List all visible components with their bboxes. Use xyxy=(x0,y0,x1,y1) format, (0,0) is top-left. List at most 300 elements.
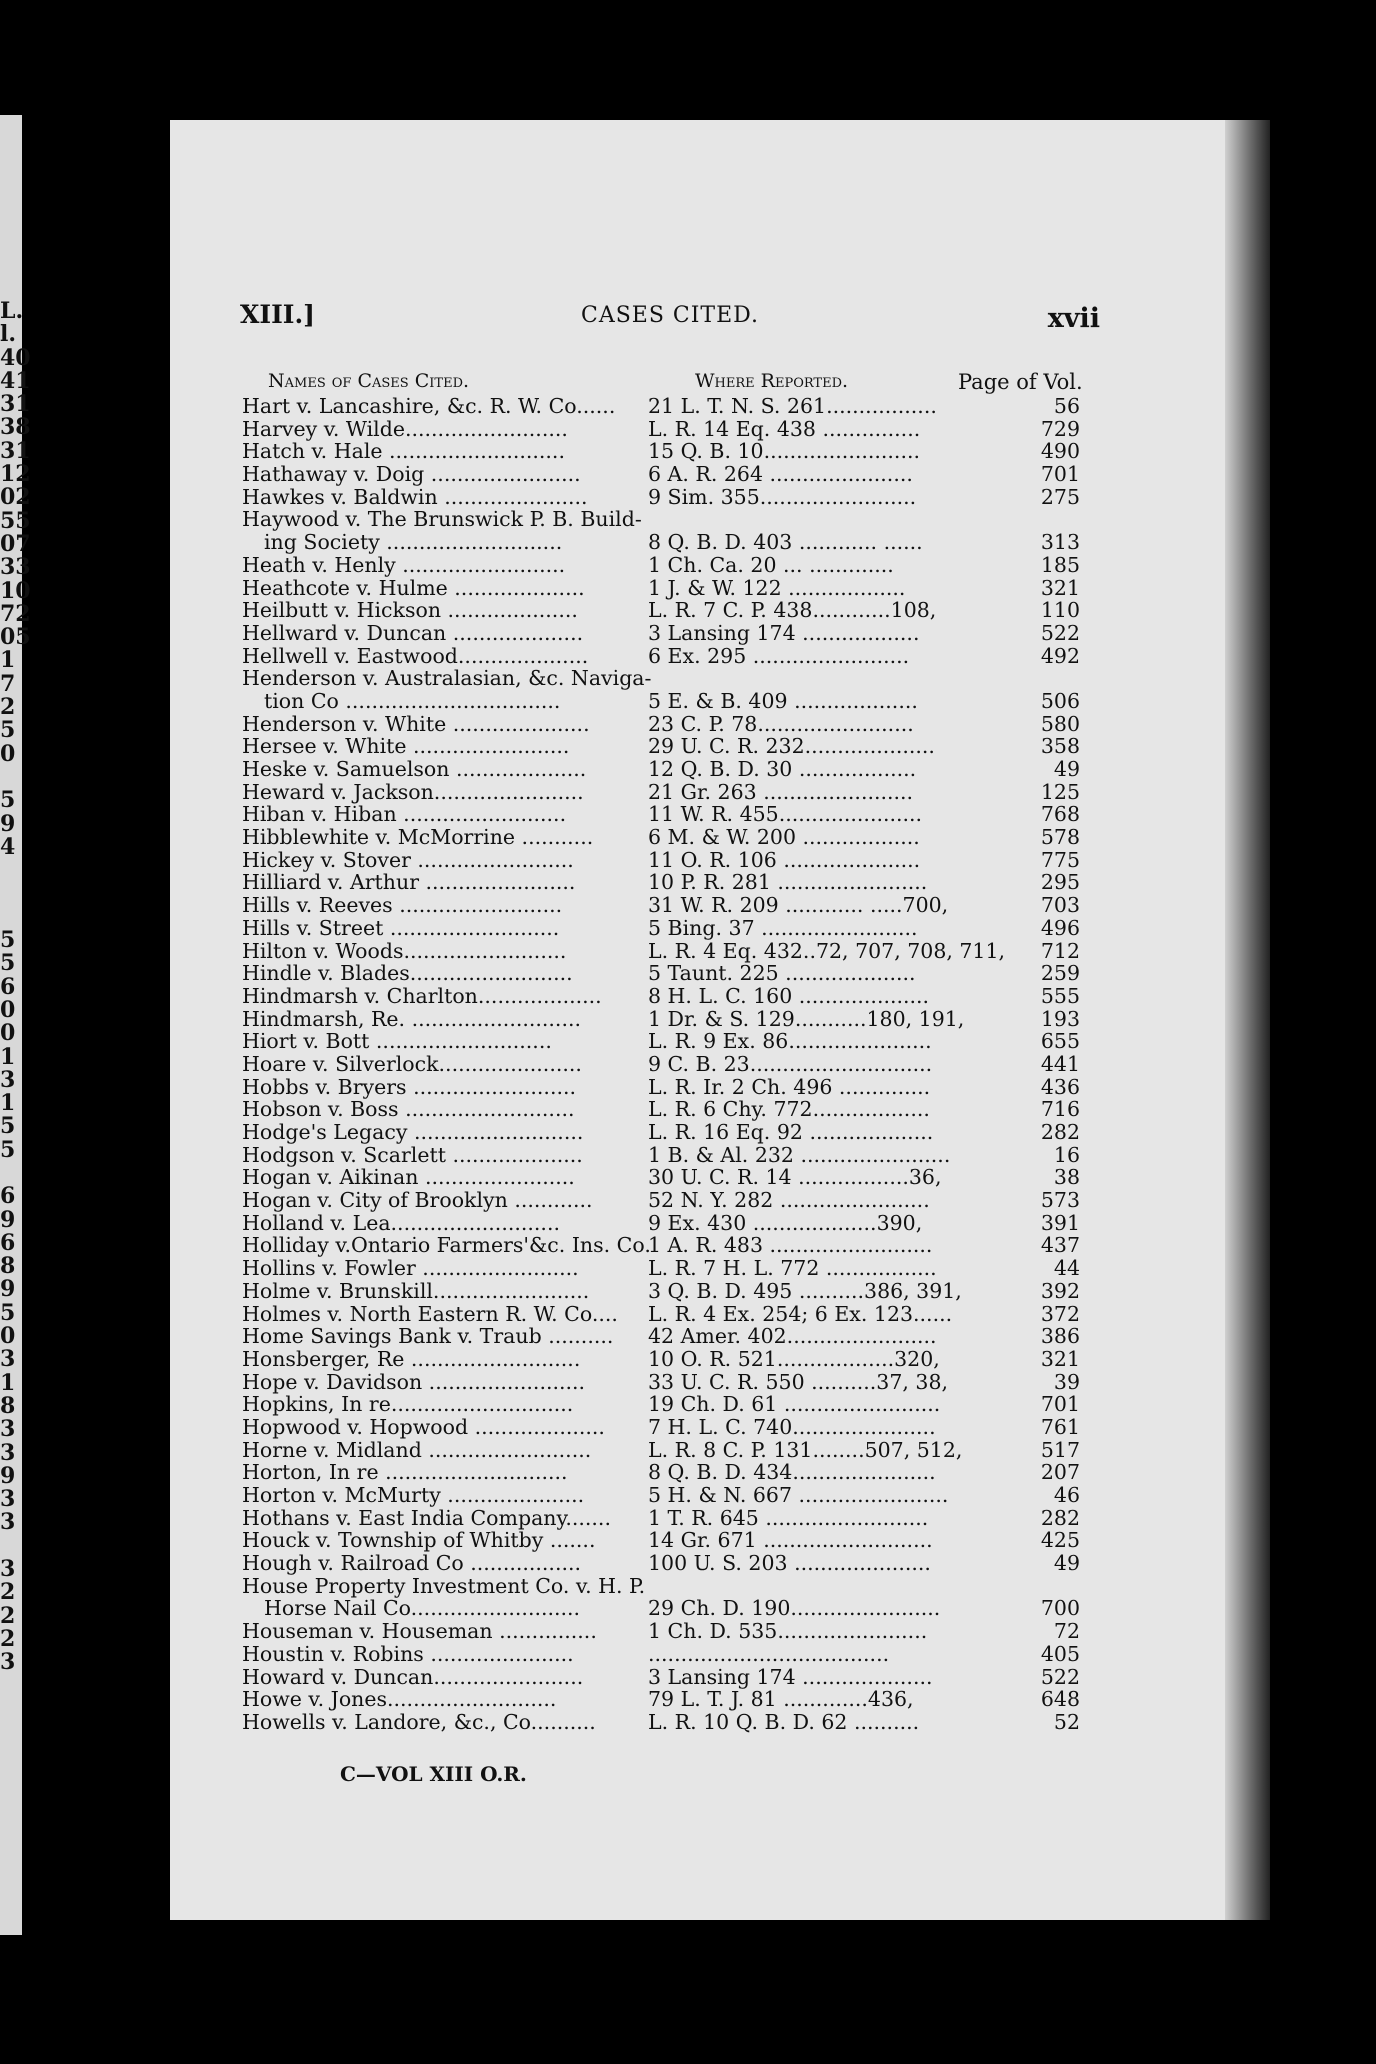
margin-char: 9 xyxy=(0,1276,16,1303)
case-page: 72 xyxy=(1053,1619,1080,1644)
case-page: 38 xyxy=(1053,1165,1080,1190)
case-name: Hilton v. Woods......................... xyxy=(242,938,567,963)
margin-char: 5 xyxy=(0,950,16,977)
table-row xyxy=(228,713,1080,736)
case-name: Horton v. McMurty ..................... xyxy=(242,1483,585,1507)
case-reference: 15 Q. B. 10........................ xyxy=(648,439,920,464)
table-row xyxy=(228,781,1080,804)
case-name: Hills v. Street .......................... xyxy=(242,915,560,940)
table-row xyxy=(228,1597,1080,1620)
case-reference: 42 Amer. 402....................... xyxy=(648,1324,937,1349)
margin-char: 1 xyxy=(0,1090,16,1117)
case-reference: 19 Ch. D. 61 ........................ xyxy=(648,1392,941,1417)
case-reference: 3 Q. B. D. 495 ..........386, 391, xyxy=(648,1278,962,1303)
table-row xyxy=(228,690,1080,713)
case-name: Hathaway v. Doig ....................... xyxy=(242,462,581,487)
table-row xyxy=(228,1666,1080,1689)
table-row xyxy=(228,1325,1080,1348)
case-reference: L. R. 8 C. P. 131........507, 512, xyxy=(648,1437,963,1462)
page-gutter-shadow xyxy=(1225,120,1270,1920)
case-page: 700 xyxy=(1040,1596,1080,1621)
table-row xyxy=(228,1076,1080,1099)
cases-cited-list xyxy=(228,395,1080,1734)
table-row xyxy=(228,1144,1080,1167)
margin-char: 9 xyxy=(0,1206,16,1233)
case-reference: 21 Gr. 263 ....................... xyxy=(648,779,914,804)
table-row xyxy=(228,917,1080,940)
table-row xyxy=(228,1212,1080,1235)
case-name: Hobbs v. Bryers ......................... xyxy=(242,1074,577,1099)
table-row xyxy=(228,1166,1080,1189)
case-page: 392 xyxy=(1040,1278,1080,1303)
case-reference: 52 N. Y. 282 ....................... xyxy=(648,1188,930,1213)
margin-char: 72 xyxy=(0,600,31,627)
case-name: Hollins v. Fowler ........................ xyxy=(242,1256,579,1281)
table-row xyxy=(228,1098,1080,1121)
margin-char: 5 xyxy=(0,1136,16,1163)
margin-char: 2 xyxy=(0,1625,16,1652)
case-reference: 8 Q. B. D. 403 ............ ...... xyxy=(648,530,923,555)
margin-char: 02 xyxy=(0,484,31,511)
margin-char: 5 xyxy=(0,927,16,954)
case-name: Holland v. Lea.......................... xyxy=(242,1210,560,1235)
table-row xyxy=(228,962,1080,985)
case-page: 701 xyxy=(1040,1392,1080,1417)
table-row xyxy=(228,1189,1080,1212)
margin-char: 5 xyxy=(0,1299,16,1326)
case-page: 372 xyxy=(1040,1301,1080,1326)
margin-char: 3 xyxy=(0,1649,16,1676)
margin-char: 5 xyxy=(0,717,16,744)
case-page: 44 xyxy=(1053,1256,1080,1281)
margin-char: 8 xyxy=(0,1253,16,1280)
margin-char xyxy=(0,1162,22,1185)
case-reference: 100 U. S. 203 ..................... xyxy=(648,1551,931,1576)
table-row xyxy=(228,1620,1080,1643)
margin-char: 0 xyxy=(0,740,16,767)
margin-char: 2 xyxy=(0,694,16,721)
case-reference: 31 W. R. 209 ............ .....700, xyxy=(648,893,949,918)
case-name: Hoare v. Silverlock...................... xyxy=(242,1051,582,1076)
table-row xyxy=(228,735,1080,758)
case-reference: 5 Bing. 37 ........................ xyxy=(648,915,918,940)
case-page: 39 xyxy=(1053,1369,1080,1394)
case-page: 522 xyxy=(1040,620,1080,645)
case-reference: L. R. 16 Eq. 92 ................... xyxy=(648,1120,934,1144)
table-row xyxy=(228,1484,1080,1507)
margin-char: 3 xyxy=(0,1346,16,1373)
table-row xyxy=(228,508,1080,531)
margin-char: 41 xyxy=(0,367,31,394)
case-name: Hindle v. Blades......................... xyxy=(242,961,573,986)
table-row xyxy=(228,1439,1080,1462)
margin-char xyxy=(0,766,22,789)
table-row xyxy=(228,1053,1080,1076)
case-page: 655 xyxy=(1040,1029,1080,1054)
case-name: Hatch v. Hale ........................... xyxy=(242,439,565,464)
table-row xyxy=(228,577,1080,600)
case-name: Hindmarsh v. Charlton................... xyxy=(242,983,602,1008)
margin-char: 8 xyxy=(0,1392,16,1419)
case-name: Hogan v. City of Brooklyn ............ xyxy=(242,1188,593,1213)
page-number: xvii xyxy=(1047,303,1100,334)
case-page: 729 xyxy=(1040,416,1080,441)
margin-char: 6 xyxy=(0,973,16,1000)
case-name: House Property Investment Co. v. H. P. xyxy=(242,1573,646,1598)
case-name: Haywood v. The Brunswick P. B. Build- xyxy=(242,507,642,532)
case-page: 259 xyxy=(1040,961,1080,986)
margin-char: 7 xyxy=(0,670,16,697)
table-row xyxy=(228,395,1080,418)
case-name: Houck v. Township of Whitby ....... xyxy=(242,1528,596,1553)
case-name: tion Co ................................. xyxy=(264,688,561,713)
case-name: Hibblewhite v. McMorrine ........... xyxy=(242,825,594,850)
case-reference: 29 U. C. R. 232.................... xyxy=(648,734,935,759)
table-row xyxy=(228,418,1080,441)
margin-char: 3 xyxy=(0,1439,16,1466)
table-row xyxy=(228,463,1080,486)
margin-char xyxy=(0,1535,22,1558)
case-page: 522 xyxy=(1040,1664,1080,1689)
case-name: Home Savings Bank v. Traub .......... xyxy=(242,1324,614,1349)
running-head-title: CASES CITED. xyxy=(580,303,760,328)
case-page: 295 xyxy=(1040,870,1080,895)
case-reference: 14 Gr. 671 .......................... xyxy=(648,1528,933,1553)
case-page: 578 xyxy=(1040,825,1080,850)
running-head-left: XIII.] xyxy=(240,300,316,329)
case-reference: L. R. 4 Eq. 432..72, 707, 708, 711, xyxy=(648,938,1006,963)
case-page: 275 xyxy=(1040,484,1080,509)
case-page: 517 xyxy=(1040,1437,1080,1462)
table-row xyxy=(228,1507,1080,1530)
column-header-names: Names of Cases Cited. xyxy=(268,370,470,392)
case-reference: 1 T. R. 645 ......................... xyxy=(648,1505,929,1530)
case-reference: 9 Ex. 430 ...................390, xyxy=(648,1210,923,1235)
case-reference: L. R. 7 C. P. 438............108, xyxy=(648,598,937,623)
table-row xyxy=(228,1008,1080,1031)
table-row xyxy=(228,1461,1080,1484)
case-page: 580 xyxy=(1040,711,1080,736)
table-row xyxy=(228,1030,1080,1053)
table-row xyxy=(228,1280,1080,1303)
margin-char: 1 xyxy=(0,647,16,674)
case-page: 110 xyxy=(1040,598,1080,623)
margin-char: 2 xyxy=(0,1579,16,1606)
case-page: 52 xyxy=(1053,1709,1080,1734)
margin-char: 12 xyxy=(0,461,31,488)
case-page: 321 xyxy=(1040,575,1080,600)
case-page: 56 xyxy=(1053,394,1080,418)
table-row xyxy=(228,1121,1080,1144)
signature-footer: C—VOL XIII O.R. xyxy=(340,1762,527,1786)
case-page: 712 xyxy=(1040,938,1080,963)
table-row xyxy=(228,1371,1080,1394)
table-row xyxy=(228,1529,1080,1552)
case-name: ing Society ........................... xyxy=(264,530,563,555)
case-reference: 6 M. & W. 200 .................. xyxy=(648,825,920,850)
case-name: Hellward v. Duncan .................... xyxy=(242,620,584,645)
case-name: Honsberger, Re .......................... xyxy=(242,1346,581,1371)
case-name: Howard v. Duncan....................... xyxy=(242,1664,584,1689)
case-name: Henderson v. Australasian, &c. Naviga- xyxy=(242,666,652,691)
case-name: Hindmarsh, Re. .......................... xyxy=(242,1006,582,1031)
running-head xyxy=(240,300,1100,340)
case-page: 716 xyxy=(1040,1097,1080,1122)
margin-char: 31 xyxy=(0,437,31,464)
margin-char: 2 xyxy=(0,1602,16,1629)
case-name: Hiort v. Bott ........................... xyxy=(242,1029,552,1054)
column-header-page-of-vol: Page of Vol. xyxy=(958,370,1083,394)
case-reference: 3 Lansing 174 .................. xyxy=(648,620,920,645)
margin-char: 55 xyxy=(0,507,31,534)
table-row xyxy=(228,531,1080,554)
case-name: Hopkins, In re............................ xyxy=(242,1392,574,1417)
case-name: Hart v. Lancashire, &c. R. W. Co...... xyxy=(242,394,616,418)
margin-char: 9 xyxy=(0,1462,16,1489)
case-reference: 1 J. & W. 122 .................. xyxy=(648,575,906,600)
case-reference: ..................................... xyxy=(648,1641,890,1666)
case-name: Hough v. Railroad Co ................. xyxy=(242,1551,582,1576)
case-page: 701 xyxy=(1040,462,1080,487)
table-row xyxy=(228,1393,1080,1416)
case-reference: 3 Lansing 174 .................... xyxy=(648,1664,933,1689)
case-page: 193 xyxy=(1040,1006,1080,1031)
case-page: 386 xyxy=(1040,1324,1080,1349)
case-reference: L. R. 9 Ex. 86...................... xyxy=(648,1029,932,1054)
case-page: 282 xyxy=(1040,1505,1080,1530)
table-row xyxy=(228,486,1080,509)
table-row xyxy=(228,940,1080,963)
case-reference: 1 B. & Al. 232 ....................... xyxy=(648,1142,951,1167)
case-reference: 1 A. R. 483 ......................... xyxy=(648,1233,933,1258)
case-page: 436 xyxy=(1040,1074,1080,1099)
margin-char: 5 xyxy=(0,787,16,814)
case-page: 358 xyxy=(1040,734,1080,759)
case-page: 775 xyxy=(1040,847,1080,872)
case-name: Hope v. Davidson ........................ xyxy=(242,1369,586,1394)
case-name: Holme v. Brunskill........................ xyxy=(242,1278,590,1303)
case-page: 282 xyxy=(1040,1120,1080,1144)
case-reference: 30 U. C. R. 14 .................36, xyxy=(648,1165,942,1190)
case-reference: 1 Dr. & S. 129...........180, 191, xyxy=(648,1006,965,1031)
case-name: Hickey v. Stover ........................ xyxy=(242,847,574,872)
case-name: Heath v. Henly ......................... xyxy=(242,552,566,577)
case-name: Heward v. Jackson....................... xyxy=(242,779,584,804)
table-row xyxy=(228,1257,1080,1280)
case-name: Horne v. Midland ......................... xyxy=(242,1437,592,1462)
case-reference: 9 C. B. 23............................ xyxy=(648,1051,933,1076)
margin-char: 0 xyxy=(0,996,16,1023)
case-reference: L. R. Ir. 2 Ch. 496 .............. xyxy=(648,1074,931,1099)
table-row xyxy=(228,1575,1080,1598)
table-row xyxy=(228,1234,1080,1257)
case-reference: 11 W. R. 455...................... xyxy=(648,802,923,827)
case-reference: 5 H. & N. 667 ....................... xyxy=(648,1483,949,1507)
case-page: 437 xyxy=(1040,1233,1080,1258)
case-page: 555 xyxy=(1040,983,1080,1008)
case-name: Hilliard v. Arthur ....................... xyxy=(242,870,576,895)
case-name: Hellwell v. Eastwood.................... xyxy=(242,643,589,668)
margin-char: 1 xyxy=(0,1369,16,1396)
case-reference: 29 Ch. D. 190....................... xyxy=(648,1596,941,1621)
margin-char: 38 xyxy=(0,414,31,441)
margin-char: 07 xyxy=(0,530,31,557)
case-page: 648 xyxy=(1040,1687,1080,1712)
margin-char: 3 xyxy=(0,1066,16,1093)
table-row xyxy=(228,1552,1080,1575)
margin-char: 4 xyxy=(0,833,16,860)
margin-char: 40 xyxy=(0,344,31,371)
table-row xyxy=(228,826,1080,849)
case-reference: L. R. 10 Q. B. D. 62 .......... xyxy=(648,1709,920,1734)
case-page: 185 xyxy=(1040,552,1080,577)
case-name: Heathcote v. Hulme .................... xyxy=(242,575,585,600)
case-reference: L. R. 6 Chy. 772.................. xyxy=(648,1097,930,1122)
table-row xyxy=(228,894,1080,917)
case-page: 425 xyxy=(1040,1528,1080,1553)
table-row xyxy=(228,871,1080,894)
case-page: 46 xyxy=(1053,1483,1080,1507)
case-name: Howe v. Jones.......................... xyxy=(242,1687,557,1712)
case-page: 573 xyxy=(1040,1188,1080,1213)
case-name: Houstin v. Robins ...................... xyxy=(242,1641,574,1666)
case-page: 49 xyxy=(1053,1551,1080,1576)
case-reference: L. R. 4 Ex. 254; 6 Ex. 123...... xyxy=(648,1301,953,1326)
case-reference: L. R. 7 H. L. 772 ................. xyxy=(648,1256,937,1281)
case-name: Harvey v. Wilde......................... xyxy=(242,416,568,441)
case-page: 313 xyxy=(1040,530,1080,555)
case-reference: 33 U. C. R. 550 ..........37, 38, xyxy=(648,1369,949,1394)
case-name: Hodgson v. Scarlett .................... xyxy=(242,1142,583,1167)
case-page: 391 xyxy=(1040,1210,1080,1235)
case-reference: 6 Ex. 295 ........................ xyxy=(648,643,910,668)
case-page: 207 xyxy=(1040,1460,1080,1485)
margin-char: 3 xyxy=(0,1486,16,1513)
margin-char: 9 xyxy=(0,810,16,837)
margin-char: 33 xyxy=(0,554,31,581)
case-name: Horton, In re ............................ xyxy=(242,1460,568,1485)
case-name: Hills v. Reeves ......................... xyxy=(242,893,563,918)
case-name: Horse Nail Co.......................... xyxy=(264,1596,581,1621)
case-name: Henderson v. White ..................... xyxy=(242,711,590,736)
margin-char: 3 xyxy=(0,1509,16,1536)
case-name: Holmes v. North Eastern R. W. Co.... xyxy=(242,1301,618,1326)
case-reference: 7 H. L. C. 740...................... xyxy=(648,1414,936,1439)
case-reference: 8 H. L. C. 160 .................... xyxy=(648,983,930,1008)
case-page: 506 xyxy=(1040,688,1080,713)
margin-char: 5 xyxy=(0,1113,16,1140)
case-page: 441 xyxy=(1040,1051,1080,1076)
table-row xyxy=(228,622,1080,645)
margin-char xyxy=(0,906,22,929)
margin-char: 0 xyxy=(0,1323,16,1350)
case-page: 321 xyxy=(1040,1346,1080,1371)
table-row xyxy=(228,1348,1080,1371)
case-reference: 23 C. P. 78........................ xyxy=(648,711,914,736)
margin-char: 3 xyxy=(0,1556,16,1583)
case-page: 49 xyxy=(1053,757,1080,781)
case-name: Hobson v. Boss .......................... xyxy=(242,1097,575,1122)
table-row xyxy=(228,1711,1080,1734)
case-name: Houseman v. Houseman ............... xyxy=(242,1619,597,1644)
case-name: Heske v. Samuelson .................... xyxy=(242,757,587,781)
case-reference: 9 Sim. 355........................ xyxy=(648,484,917,509)
margin-char: 0 xyxy=(0,1020,16,1047)
table-row xyxy=(228,1688,1080,1711)
margin-char: 1 xyxy=(0,1043,16,1070)
case-page: 496 xyxy=(1040,915,1080,940)
case-page: 703 xyxy=(1040,893,1080,918)
margin-char xyxy=(0,859,22,882)
case-name: Holliday v.Ontario Farmers'&c. Ins. Co. xyxy=(242,1233,651,1258)
case-reference: L. R. 14 Eq. 438 ............... xyxy=(648,416,921,441)
case-reference: 1 Ch. D. 535....................... xyxy=(648,1619,928,1644)
margin-char: 10 xyxy=(0,577,31,604)
adjacent-page-margin-text xyxy=(0,298,31,1676)
case-name: Howells v. Landore, &c., Co.......... xyxy=(242,1709,596,1734)
case-page: 761 xyxy=(1040,1414,1080,1439)
case-reference: 1 Ch. Ca. 20 ... ............. xyxy=(648,552,894,577)
case-page: 492 xyxy=(1040,643,1080,668)
table-row xyxy=(228,554,1080,577)
case-page: 16 xyxy=(1053,1142,1080,1167)
case-reference: 79 L. T. J. 81 .............436, xyxy=(648,1687,914,1712)
margin-char: l. xyxy=(0,321,17,348)
case-reference: 10 O. R. 521..................320, xyxy=(648,1346,940,1371)
table-row xyxy=(228,758,1080,781)
table-row xyxy=(228,849,1080,872)
table-row xyxy=(228,1643,1080,1666)
case-reference: 5 Taunt. 225 .................... xyxy=(648,961,916,986)
table-row xyxy=(228,803,1080,826)
table-row xyxy=(228,599,1080,622)
table-row xyxy=(228,645,1080,668)
margin-char: L. xyxy=(0,298,24,324)
case-reference: 21 L. T. N. S. 261................. xyxy=(648,394,937,418)
case-name: Hopwood v. Hopwood .................... xyxy=(242,1414,605,1439)
case-name: Hodge's Legacy .......................... xyxy=(242,1120,584,1144)
margin-char: 6 xyxy=(0,1183,16,1210)
case-reference: 11 O. R. 106 ..................... xyxy=(648,847,921,872)
case-reference: 6 A. R. 264 ...................... xyxy=(648,462,913,487)
table-row xyxy=(228,440,1080,463)
case-name: Hiban v. Hiban ......................... xyxy=(242,802,567,827)
table-row xyxy=(228,1416,1080,1439)
case-name: Hawkes v. Baldwin ...................... xyxy=(242,484,588,509)
margin-char: 3 xyxy=(0,1416,16,1443)
case-reference: 8 Q. B. D. 434...................... xyxy=(648,1460,936,1485)
case-page: 768 xyxy=(1040,802,1080,827)
case-reference: 5 E. & B. 409 ................... xyxy=(648,688,918,713)
case-reference: 12 Q. B. D. 30 .................. xyxy=(648,757,917,781)
case-name: Hogan v. Aikinan ....................... xyxy=(242,1165,575,1190)
case-name: Heilbutt v. Hickson .................... xyxy=(242,598,578,623)
margin-char: 31 xyxy=(0,391,31,418)
table-row xyxy=(228,985,1080,1008)
margin-char: 6 xyxy=(0,1229,16,1256)
margin-char xyxy=(0,882,22,905)
table-row xyxy=(228,1303,1080,1326)
case-page: 405 xyxy=(1040,1641,1080,1666)
case-page: 125 xyxy=(1040,779,1080,804)
case-reference: 10 P. R. 281 ....................... xyxy=(648,870,928,895)
case-page: 490 xyxy=(1040,439,1080,464)
column-header-where-reported: Where Reported. xyxy=(695,370,849,392)
case-name: Hersee v. White ........................ xyxy=(242,734,570,759)
margin-char: 05 xyxy=(0,624,31,651)
case-name: Hothans v. East India Company....... xyxy=(242,1505,611,1530)
table-row xyxy=(228,667,1080,690)
